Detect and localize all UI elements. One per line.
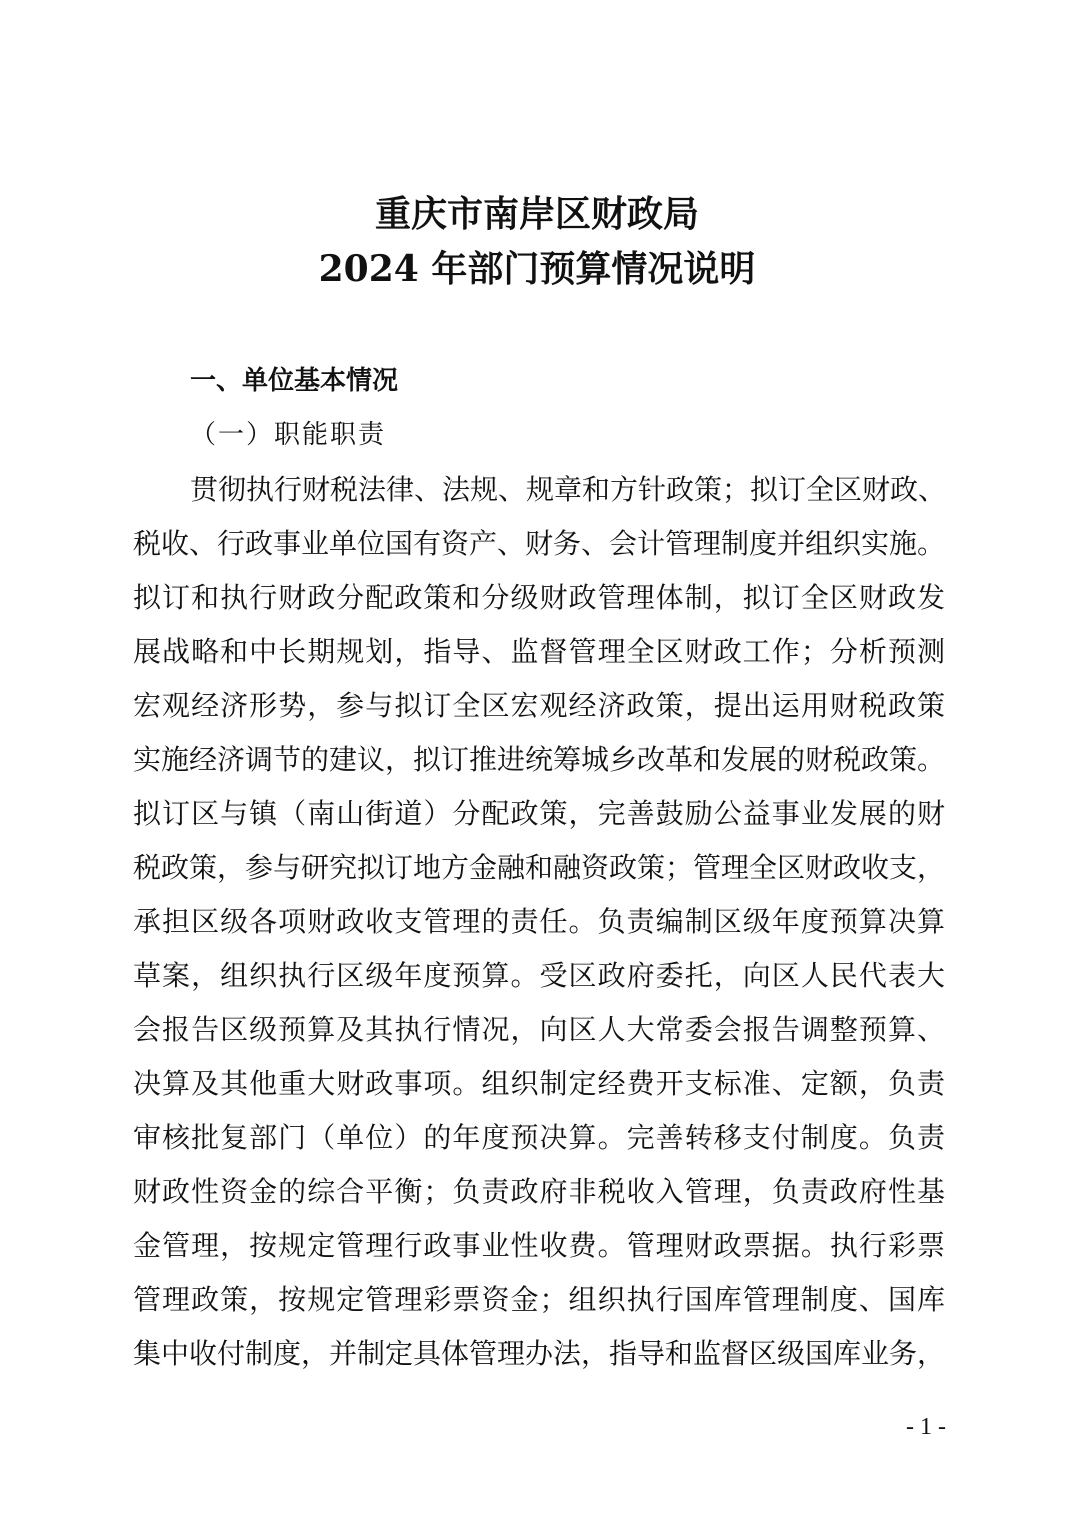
paragraph-line: 税收、行政事业单位国有资产、财务、会计管理制度并组织实施。 [133, 527, 946, 560]
document-subtitle: 2024 年部门预算情况说明 [318, 248, 756, 290]
paragraph-line: 草案，组织执行区级年度预算。受区政府委托，向区人民代表大 [133, 959, 945, 992]
page-number: - 1 - [906, 1414, 946, 1440]
paragraph-line: 宏观经济形势，参与拟订全区宏观经济政策，提出运用财税政策 [133, 689, 945, 722]
document-title: 重庆市南岸区财政局 [374, 193, 699, 235]
paragraph-line: 拟订区与镇（南山街道）分配政策，完善鼓励公益事业发展的财 [133, 797, 945, 830]
paragraph-line: 财政性资金的综合平衡；负责政府非税收入管理，负责政府性基 [133, 1175, 945, 1208]
paragraph-line: 审核批复部门（单位）的年度预决算。完善转移支付制度。负责 [133, 1121, 945, 1154]
section-heading: 一、单位基本情况 [190, 366, 399, 396]
subsection-heading: （一）职能职责 [190, 420, 387, 450]
body-paragraph [133, 470, 945, 1388]
paragraph-line: 决算及其他重大财政事项。组织制定经费开支标准、定额，负责 [133, 1067, 945, 1100]
paragraph-line: 金管理，按规定管理行政事业性收费。管理财政票据。执行彩票 [133, 1229, 945, 1262]
paragraph-line: 集中收付制度，并制定具体管理办法，指导和监督区级国库业务， [133, 1337, 946, 1370]
paragraph-line: 拟订和执行财政分配政策和分级财政管理体制，拟订全区财政发 [133, 581, 945, 614]
paragraph-line: 贯彻执行财税法律、法规、规章和方针政策；拟订全区财政、 [190, 473, 947, 506]
paragraph-line: 会报告区级预算及其执行情况，向区人大常委会报告调整预算、 [133, 1013, 945, 1046]
paragraph-line: 承担区级各项财政收支管理的责任。负责编制区级年度预算决算 [133, 905, 945, 938]
paragraph-line: 展战略和中长期规划，指导、监督管理全区财政工作；分析预测 [133, 635, 945, 668]
paragraph-line: 实施经济调节的建议，拟订推进统筹城乡改革和发展的财税政策。 [133, 743, 946, 776]
paragraph-line: 税政策，参与研究拟订地方金融和融资政策；管理全区财政收支， [133, 851, 946, 884]
paragraph-line: 管理政策，按规定管理彩票资金；组织执行国库管理制度、国库 [133, 1283, 945, 1316]
